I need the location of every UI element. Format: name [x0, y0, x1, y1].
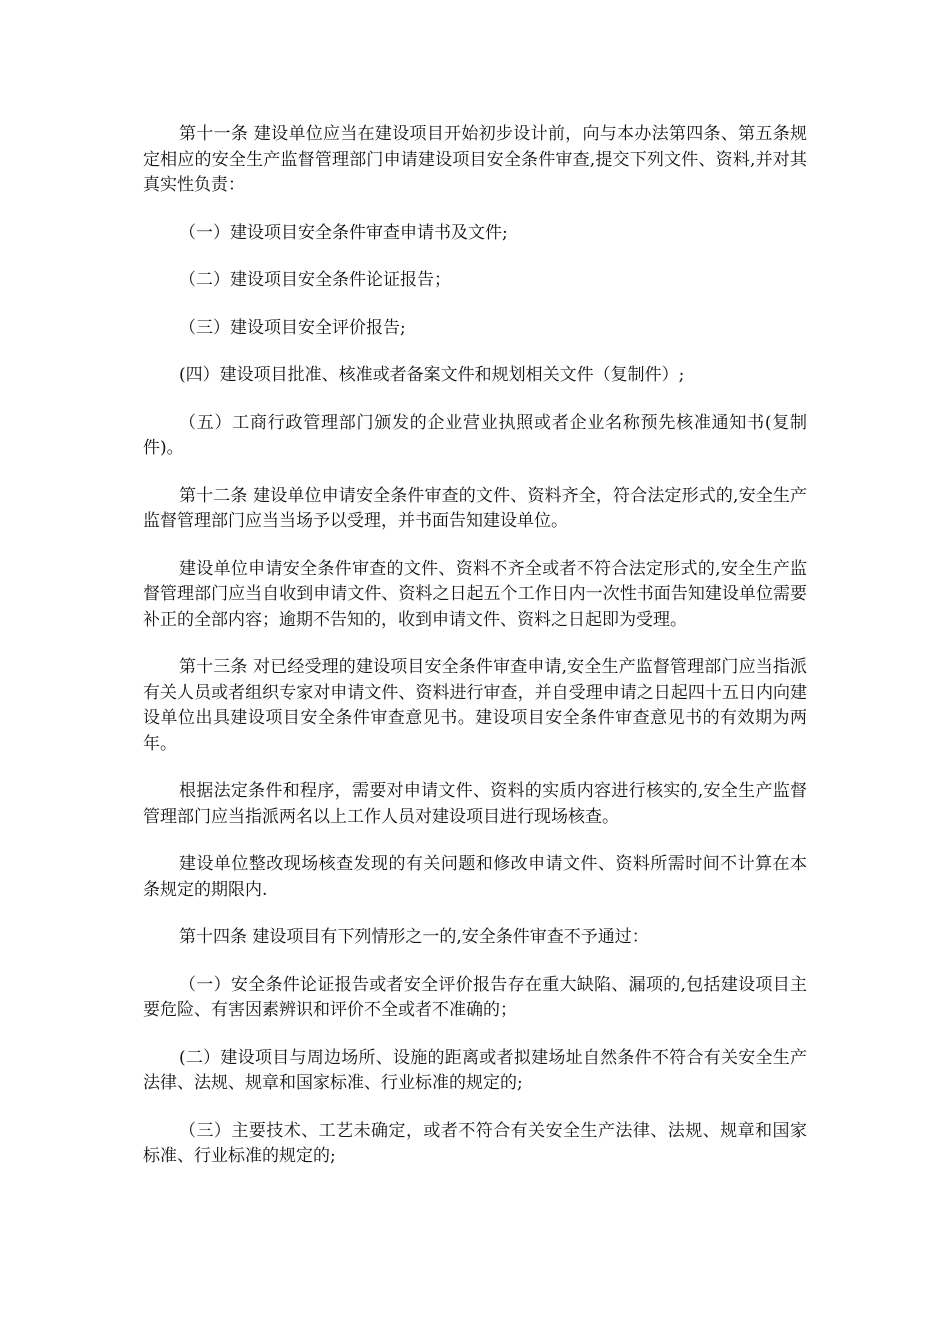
paragraph-article-14-item-3: （三）主要技术、工艺未确定，或者不符合有关安全生产法律、法规、规章和国家标准、行业标准的规定的; [143, 1120, 807, 1166]
paragraph-item-5: （五）工商行政管理部门颁发的企业营业执照或者企业名称预先核准通知书(复制件)。 [143, 412, 807, 458]
paragraph-item-4: (四）建设项目批准、核准或者备案文件和规划相关文件（复制件）; [179, 365, 685, 385]
paragraph-article-14-item-1: （一）安全条件论证报告或者安全评价报告存在重大缺陷、漏项的,包括建设项目主要危险、有害因素辨识和评价不全或者不准确的； [143, 974, 807, 1020]
paragraph-item-3: （三）建设项目安全评价报告; [179, 317, 406, 338]
paragraph-article-14-item-2: (二）建设项目与周边场所、设施的距离或者拟建场址自然条件不符合有关安全生产法律、法规、规章和国家标准、行业标准的规定的; [143, 1047, 807, 1093]
paragraph-article-11: 第十一条 建设单位应当在建设项目开始初步设计前，向与本办法第四条、第五条规定相应的安全生产监督管理部门申请建设项目安全条件审查,提交下列文件、资料,并对其真实性负责： [143, 124, 807, 195]
paragraph-article-13: 第十三条 对已经受理的建设项目安全条件审查申请,安全生产监督管理部门应当指派有关人员或者组织专家对申请文件、资料进行审查，并自受理申请之日起四十五日内向建设单位出具建设项目安全条件审查意见书。建设项目安全条件审查意见书的有效期为两年。 [143, 657, 807, 754]
paragraph-article-13-verification: 根据法定条件和程序，需要对申请文件、资料的实质内容进行核实的,安全生产监督管理部门应当指派两名以上工作人员对建设项目进行现场核查。 [143, 781, 807, 827]
document-page [143, 122, 807, 1192]
paragraph-article-13-rectification: 建设单位整改现场核查发现的有关问题和修改申请文件、资料所需时间不计算在本条规定的期限内. [143, 854, 807, 900]
paragraph-item-2: （二）建设项目安全条件论证报告； [179, 270, 451, 290]
paragraph-article-12: 第十二条 建设单位申请安全条件审查的文件、资料齐全，符合法定形式的,安全生产监督管理部门应当当场予以受理，并书面告知建设单位。 [143, 485, 807, 531]
paragraph-article-14: 第十四条 建设项目有下列情形之一的,安全条件审查不予通过： [179, 927, 649, 947]
paragraph-article-12-incomplete: 建设单位申请安全条件审查的文件、资料不齐全或者不符合法定形式的,安全生产监督管理部门应当自收到申请文件、资料之日起五个工作日内一次性书面告知建设单位需要补正的全部内容；逾期不告知的，收到申请文件、资料之日起即为受理。 [143, 558, 807, 630]
paragraph-item-1: （一）建设项目安全条件审查申请书及文件; [179, 222, 508, 243]
